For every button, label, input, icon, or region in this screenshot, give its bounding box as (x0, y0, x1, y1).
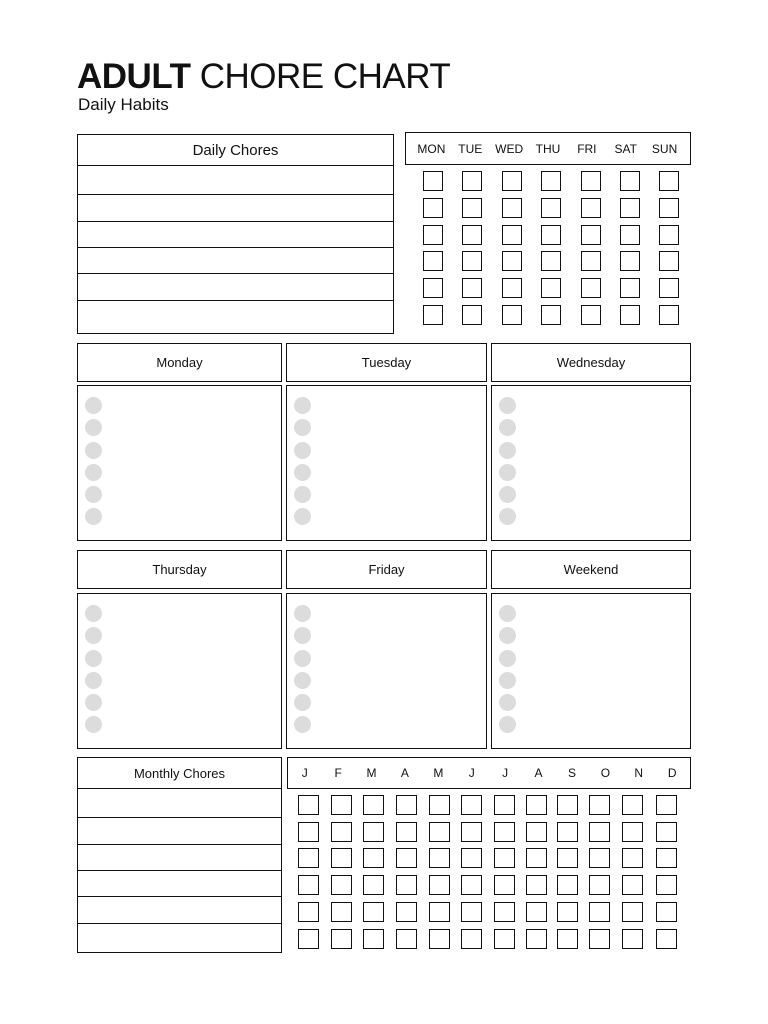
month-label: J (468, 766, 475, 780)
day-checkbox[interactable] (581, 251, 601, 271)
month-label: J (502, 766, 509, 780)
bullet-dot (85, 672, 102, 689)
month-checkbox[interactable] (396, 875, 417, 895)
month-checkbox[interactable] (429, 902, 450, 922)
day-label: Weekend (563, 562, 619, 577)
month-checkbox[interactable] (494, 875, 515, 895)
month-checkbox[interactable] (622, 795, 643, 815)
month-checkbox[interactable] (298, 822, 319, 842)
month-checkbox[interactable] (557, 875, 578, 895)
month-label: M (433, 766, 444, 780)
day-checkbox[interactable] (541, 251, 561, 271)
month-checkbox[interactable] (396, 822, 417, 842)
month-checkbox[interactable] (656, 929, 677, 949)
day-checkbox[interactable] (541, 171, 561, 191)
month-label: J (301, 766, 308, 780)
day-checkbox[interactable] (423, 198, 443, 218)
month-checkbox[interactable] (526, 822, 547, 842)
month-checkbox[interactable] (363, 929, 384, 949)
bullet-dot (85, 716, 102, 733)
day-checkbox[interactable] (502, 251, 522, 271)
day-checkbox[interactable] (423, 278, 443, 298)
bullet-dot (85, 486, 102, 503)
bullet-dot (85, 650, 102, 667)
monthly-chore-line[interactable] (78, 818, 281, 845)
monthly-chore-line[interactable] (78, 897, 281, 924)
weekday-label: THU (535, 141, 561, 156)
day-checkbox[interactable] (541, 305, 561, 325)
day-checkbox[interactable] (620, 171, 640, 191)
month-checkbox[interactable] (396, 929, 417, 949)
day-body-tuesday[interactable] (286, 385, 487, 541)
bullet-dot (294, 397, 311, 414)
day-checkbox[interactable] (620, 198, 640, 218)
day-checkbox[interactable] (541, 198, 561, 218)
month-checkbox[interactable] (622, 902, 643, 922)
bullet-dot (499, 650, 516, 667)
day-checkbox[interactable] (620, 225, 640, 245)
month-checkbox[interactable] (331, 929, 352, 949)
bullet-dot (499, 419, 516, 436)
month-checkbox[interactable] (622, 848, 643, 868)
day-checkbox[interactable] (541, 278, 561, 298)
monthly-chores-header (78, 758, 281, 789)
day-checkbox[interactable] (659, 278, 679, 298)
bullet-dot (85, 627, 102, 644)
bullet-dot (294, 694, 311, 711)
month-checkbox[interactable] (557, 848, 578, 868)
weekday-label: SAT (614, 141, 637, 156)
day-header-friday (286, 550, 487, 589)
day-checkbox[interactable] (620, 251, 640, 271)
month-checkbox[interactable] (656, 875, 677, 895)
month-checkbox[interactable] (298, 902, 319, 922)
day-checkbox[interactable] (462, 251, 482, 271)
month-checkbox[interactable] (461, 822, 482, 842)
month-checkbox[interactable] (363, 902, 384, 922)
bullet-dot (499, 442, 516, 459)
day-checkbox[interactable] (462, 278, 482, 298)
bullet-dot (85, 397, 102, 414)
month-label: A (400, 766, 409, 780)
weekday-label: SUN (651, 141, 678, 156)
day-body-monday[interactable] (77, 385, 282, 541)
month-checkbox[interactable] (622, 822, 643, 842)
day-checkbox[interactable] (502, 225, 522, 245)
month-checkbox[interactable] (656, 795, 677, 815)
day-checkbox[interactable] (423, 225, 443, 245)
bullet-dot (294, 486, 311, 503)
month-checkbox[interactable] (429, 929, 450, 949)
month-checkbox[interactable] (494, 795, 515, 815)
day-checkbox[interactable] (620, 278, 640, 298)
bullet-dot (294, 672, 311, 689)
weekday-label: MON (417, 141, 446, 156)
chore-line[interactable] (78, 166, 393, 195)
month-checkbox[interactable] (494, 902, 515, 922)
day-label: Friday (368, 562, 405, 577)
daily-chores-title: Daily Chores (192, 141, 279, 159)
day-checkbox[interactable] (462, 225, 482, 245)
title-bold: ADULT (77, 57, 191, 96)
chore-line[interactable] (78, 248, 393, 274)
monthly-chore-line[interactable] (78, 845, 281, 871)
bullet-dot (499, 397, 516, 414)
month-checkbox[interactable] (589, 875, 610, 895)
day-header-monday (77, 343, 282, 382)
month-label: O (600, 766, 611, 780)
month-checkbox[interactable] (526, 848, 547, 868)
month-label: M (366, 766, 377, 780)
month-checkbox[interactable] (656, 902, 677, 922)
month-checkbox[interactable] (461, 875, 482, 895)
day-header-weekend (491, 550, 691, 589)
title-rest: CHORE CHART (199, 57, 451, 96)
chore-line[interactable] (78, 301, 393, 331)
month-checkbox[interactable] (461, 795, 482, 815)
page-subtitle: Daily Habits (78, 95, 169, 114)
bullet-dot (294, 442, 311, 459)
bullet-dot (294, 508, 311, 525)
weekday-label: TUE (458, 141, 483, 156)
weekday-header (405, 132, 691, 165)
month-checkbox[interactable] (589, 822, 610, 842)
bullet-dot (85, 442, 102, 459)
monthly-chores-list (77, 757, 282, 953)
day-checkbox[interactable] (659, 198, 679, 218)
month-checkbox[interactable] (656, 822, 677, 842)
day-checkbox[interactable] (502, 278, 522, 298)
day-checkbox[interactable] (581, 171, 601, 191)
day-checkbox[interactable] (659, 171, 679, 191)
month-label: N (634, 766, 644, 780)
month-checkbox[interactable] (589, 795, 610, 815)
month-checkbox[interactable] (429, 822, 450, 842)
month-checkbox[interactable] (429, 848, 450, 868)
day-checkbox[interactable] (581, 305, 601, 325)
month-checkbox[interactable] (331, 875, 352, 895)
day-checkbox[interactable] (502, 305, 522, 325)
day-label: Tuesday (361, 355, 412, 370)
month-checkbox[interactable] (363, 795, 384, 815)
month-checkbox[interactable] (429, 795, 450, 815)
month-checkbox[interactable] (557, 929, 578, 949)
daily-chores-header (78, 135, 393, 166)
month-header (287, 757, 691, 789)
month-label: A (534, 766, 543, 780)
day-checkbox[interactable] (541, 225, 561, 245)
bullet-dot (294, 464, 311, 481)
daily-chores-list (77, 134, 394, 334)
day-checkbox[interactable] (462, 305, 482, 325)
month-checkbox[interactable] (494, 929, 515, 949)
month-checkbox[interactable] (461, 902, 482, 922)
monthly-chore-line[interactable] (78, 789, 281, 818)
day-checkbox[interactable] (423, 251, 443, 271)
day-checkbox[interactable] (581, 198, 601, 218)
bullet-dot (85, 605, 102, 622)
chore-line[interactable] (78, 195, 393, 222)
month-checkbox[interactable] (396, 902, 417, 922)
day-checkbox[interactable] (659, 225, 679, 245)
month-checkbox[interactable] (331, 822, 352, 842)
bullet-dot (294, 650, 311, 667)
day-body-thursday[interactable] (77, 593, 282, 749)
day-checkbox[interactable] (620, 305, 640, 325)
day-header-thursday (77, 550, 282, 589)
month-checkbox[interactable] (526, 875, 547, 895)
month-checkbox[interactable] (461, 848, 482, 868)
day-checkbox[interactable] (462, 171, 482, 191)
day-body-friday[interactable] (286, 593, 487, 749)
month-checkbox[interactable] (494, 822, 515, 842)
chore-line[interactable] (78, 274, 393, 301)
month-checkbox[interactable] (622, 929, 643, 949)
month-checkbox[interactable] (331, 902, 352, 922)
month-checkbox[interactable] (429, 875, 450, 895)
month-checkbox[interactable] (461, 929, 482, 949)
month-checkbox[interactable] (656, 848, 677, 868)
month-checkbox[interactable] (526, 795, 547, 815)
bullet-dot (294, 716, 311, 733)
month-checkbox[interactable] (589, 929, 610, 949)
bullet-dot (499, 627, 516, 644)
month-checkbox[interactable] (363, 822, 384, 842)
bullet-dot (294, 627, 311, 644)
bullet-dot (294, 605, 311, 622)
month-checkbox[interactable] (622, 875, 643, 895)
monthly-chore-line[interactable] (78, 924, 281, 951)
weekday-label: FRI (577, 141, 597, 156)
bullet-dot (499, 605, 516, 622)
day-checkbox[interactable] (462, 198, 482, 218)
day-label: Monday (156, 355, 203, 370)
page-title (77, 58, 450, 96)
monthly-chore-line[interactable] (78, 871, 281, 897)
day-header-wednesday (491, 343, 691, 382)
day-checkbox[interactable] (423, 305, 443, 325)
bullet-dot (499, 716, 516, 733)
day-label: Thursday (152, 562, 207, 577)
day-checkbox[interactable] (502, 198, 522, 218)
month-checkbox[interactable] (494, 848, 515, 868)
month-checkbox[interactable] (331, 795, 352, 815)
bullet-dot (499, 486, 516, 503)
bullet-dot (499, 694, 516, 711)
month-checkbox[interactable] (396, 795, 417, 815)
month-checkbox[interactable] (557, 822, 578, 842)
day-body-weekend[interactable] (491, 593, 691, 749)
month-label: D (667, 766, 677, 780)
bullet-dot (499, 464, 516, 481)
bullet-dot (85, 694, 102, 711)
chore-line[interactable] (78, 222, 393, 248)
day-checkbox[interactable] (659, 305, 679, 325)
month-label: S (567, 766, 576, 780)
month-checkbox[interactable] (298, 929, 319, 949)
month-checkbox[interactable] (589, 848, 610, 868)
month-checkbox[interactable] (298, 875, 319, 895)
bullet-dot (85, 464, 102, 481)
day-label: Wednesday (556, 355, 626, 370)
month-checkbox[interactable] (526, 929, 547, 949)
bullet-dot (85, 419, 102, 436)
month-label: F (334, 766, 342, 780)
bullet-dot (499, 508, 516, 525)
day-checkbox[interactable] (659, 251, 679, 271)
month-checkbox[interactable] (298, 848, 319, 868)
month-checkbox[interactable] (557, 902, 578, 922)
monthly-chores-title: Monthly Chores (133, 765, 226, 781)
day-header-tuesday (286, 343, 487, 382)
month-checkbox[interactable] (363, 875, 384, 895)
day-body-wednesday[interactable] (491, 385, 691, 541)
weekday-label: WED (495, 141, 524, 156)
day-checkbox[interactable] (502, 171, 522, 191)
month-checkbox[interactable] (298, 795, 319, 815)
day-checkbox[interactable] (581, 225, 601, 245)
bullet-dot (294, 419, 311, 436)
bullet-dot (499, 672, 516, 689)
bullet-dot (85, 508, 102, 525)
month-checkbox[interactable] (526, 902, 547, 922)
month-checkbox[interactable] (363, 848, 384, 868)
month-checkbox[interactable] (557, 795, 578, 815)
month-checkbox[interactable] (331, 848, 352, 868)
month-checkbox[interactable] (589, 902, 610, 922)
month-checkbox[interactable] (396, 848, 417, 868)
day-checkbox[interactable] (581, 278, 601, 298)
day-checkbox[interactable] (423, 171, 443, 191)
